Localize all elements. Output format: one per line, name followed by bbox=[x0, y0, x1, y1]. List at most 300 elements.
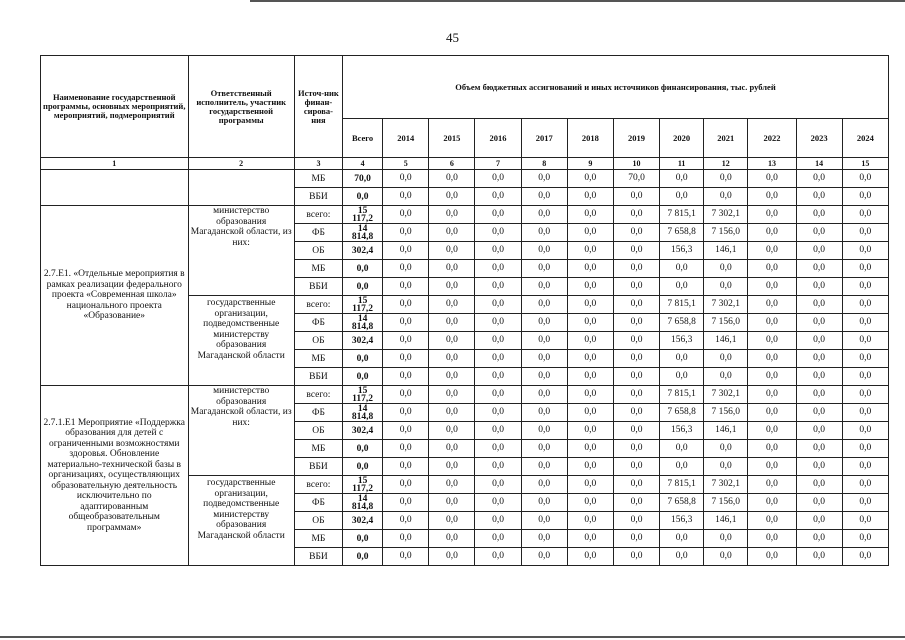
funding-source: всего: bbox=[294, 476, 342, 494]
year-value: 0,0 bbox=[521, 224, 567, 242]
funding-source: ФБ bbox=[294, 224, 342, 242]
year-value: 0,0 bbox=[429, 368, 475, 386]
year-value: 0,0 bbox=[567, 188, 613, 206]
year-value: 0,0 bbox=[521, 404, 567, 422]
year-value: 7 815,1 bbox=[660, 476, 704, 494]
funding-source: ФБ bbox=[294, 404, 342, 422]
year-value: 0,0 bbox=[475, 260, 521, 278]
header-year: 2023 bbox=[796, 119, 842, 158]
year-value: 0,0 bbox=[613, 476, 659, 494]
funding-source: ОБ bbox=[294, 332, 342, 350]
year-value: 0,0 bbox=[842, 332, 888, 350]
year-value: 0,0 bbox=[567, 224, 613, 242]
year-value: 0,0 bbox=[567, 368, 613, 386]
funding-source: ОБ bbox=[294, 422, 342, 440]
total-value: 302,4 bbox=[343, 422, 383, 440]
year-value: 0,0 bbox=[796, 548, 842, 566]
year-value: 0,0 bbox=[475, 440, 521, 458]
year-value: 0,0 bbox=[842, 278, 888, 296]
year-value: 0,0 bbox=[521, 458, 567, 476]
year-value: 0,0 bbox=[748, 278, 796, 296]
year-value: 0,0 bbox=[521, 242, 567, 260]
year-value: 7 302,1 bbox=[704, 296, 748, 314]
total-value-line: 15 bbox=[357, 205, 368, 216]
year-value: 0,0 bbox=[842, 296, 888, 314]
year-value: 0,0 bbox=[748, 206, 796, 224]
year-value: 156,3 bbox=[660, 512, 704, 530]
year-value: 0,0 bbox=[613, 314, 659, 332]
year-value: 0,0 bbox=[613, 404, 659, 422]
year-value: 0,0 bbox=[842, 206, 888, 224]
funding-source: ФБ bbox=[294, 314, 342, 332]
funding-source: ВБИ bbox=[294, 548, 342, 566]
funding-source: МБ bbox=[294, 260, 342, 278]
year-value: 0,0 bbox=[748, 548, 796, 566]
total-value: 0,0 bbox=[343, 188, 383, 206]
header-name: Наименование государственной программы, основных мероприятий, мероприятий, подмероприятий bbox=[41, 56, 189, 158]
year-value: 0,0 bbox=[429, 350, 475, 368]
header-year: 2020 bbox=[660, 119, 704, 158]
year-value: 156,3 bbox=[660, 422, 704, 440]
year-value: 0,0 bbox=[383, 494, 429, 512]
year-value: 0,0 bbox=[567, 440, 613, 458]
total-value-line: 14 bbox=[357, 223, 368, 234]
year-value: 0,0 bbox=[796, 404, 842, 422]
year-value: 0,0 bbox=[748, 224, 796, 242]
total-value-line: 14 bbox=[357, 493, 368, 504]
executor-cell bbox=[188, 170, 294, 206]
year-value: 156,3 bbox=[660, 242, 704, 260]
table-body bbox=[41, 170, 889, 566]
executor-cell: министерство образования Магаданской области, из них: bbox=[188, 206, 294, 296]
year-value: 0,0 bbox=[704, 350, 748, 368]
table-row bbox=[41, 386, 889, 404]
total-value bbox=[343, 476, 383, 494]
year-value: 0,0 bbox=[475, 422, 521, 440]
year-value: 0,0 bbox=[748, 368, 796, 386]
year-value: 0,0 bbox=[383, 278, 429, 296]
funding-source: всего: bbox=[294, 386, 342, 404]
year-value: 0,0 bbox=[383, 512, 429, 530]
year-value: 0,0 bbox=[613, 278, 659, 296]
year-value: 0,0 bbox=[613, 440, 659, 458]
column-number: 9 bbox=[567, 158, 613, 170]
column-number: 11 bbox=[660, 158, 704, 170]
year-value: 0,0 bbox=[613, 188, 659, 206]
total-value-line: 814,8 bbox=[351, 501, 374, 512]
year-value: 0,0 bbox=[475, 314, 521, 332]
total-value-line: 814,8 bbox=[351, 321, 374, 332]
table-row bbox=[41, 170, 889, 188]
year-value: 0,0 bbox=[796, 476, 842, 494]
total-value-line: 814,8 bbox=[351, 411, 374, 422]
year-value: 0,0 bbox=[567, 314, 613, 332]
year-value: 0,0 bbox=[567, 170, 613, 188]
year-value: 7 302,1 bbox=[704, 206, 748, 224]
year-value: 0,0 bbox=[704, 368, 748, 386]
year-value: 0,0 bbox=[429, 314, 475, 332]
year-value: 0,0 bbox=[521, 260, 567, 278]
year-value: 0,0 bbox=[567, 278, 613, 296]
year-value: 0,0 bbox=[660, 350, 704, 368]
header-year: 2014 bbox=[383, 119, 429, 158]
year-value: 0,0 bbox=[796, 314, 842, 332]
year-value: 0,0 bbox=[613, 530, 659, 548]
header-volume: Объем бюджетных ассигнований и иных источников финансирования, тыс. рублей bbox=[343, 56, 889, 119]
year-value: 0,0 bbox=[475, 458, 521, 476]
column-number: 10 bbox=[613, 158, 659, 170]
funding-source: ВБИ bbox=[294, 278, 342, 296]
header-year: 2016 bbox=[475, 119, 521, 158]
year-value: 0,0 bbox=[567, 530, 613, 548]
year-value: 0,0 bbox=[796, 458, 842, 476]
year-value: 0,0 bbox=[613, 386, 659, 404]
year-value: 0,0 bbox=[842, 368, 888, 386]
year-value: 0,0 bbox=[842, 242, 888, 260]
year-value: 0,0 bbox=[660, 440, 704, 458]
year-value: 0,0 bbox=[748, 494, 796, 512]
total-value: 302,4 bbox=[343, 332, 383, 350]
year-value: 0,0 bbox=[383, 170, 429, 188]
total-value-line: 15 bbox=[357, 385, 368, 396]
total-value bbox=[343, 386, 383, 404]
year-value: 0,0 bbox=[475, 170, 521, 188]
year-value: 0,0 bbox=[613, 368, 659, 386]
year-value: 7 658,8 bbox=[660, 494, 704, 512]
year-value: 0,0 bbox=[660, 188, 704, 206]
year-value: 0,0 bbox=[613, 242, 659, 260]
year-value: 0,0 bbox=[796, 242, 842, 260]
year-value: 0,0 bbox=[704, 170, 748, 188]
scan-line-top bbox=[250, 0, 905, 2]
year-value: 0,0 bbox=[660, 278, 704, 296]
year-value: 0,0 bbox=[521, 530, 567, 548]
year-value: 7 302,1 bbox=[704, 386, 748, 404]
total-value-line: 117,2 bbox=[352, 303, 373, 314]
year-value: 0,0 bbox=[475, 350, 521, 368]
total-value bbox=[343, 494, 383, 512]
year-value: 0,0 bbox=[613, 224, 659, 242]
year-value: 0,0 bbox=[748, 530, 796, 548]
year-value: 0,0 bbox=[704, 548, 748, 566]
column-number: 6 bbox=[429, 158, 475, 170]
header-row-top bbox=[41, 56, 889, 119]
funding-source: всего: bbox=[294, 296, 342, 314]
year-value: 0,0 bbox=[660, 458, 704, 476]
total-value: 0,0 bbox=[343, 350, 383, 368]
column-number-row bbox=[41, 158, 889, 170]
funding-source: ВБИ bbox=[294, 188, 342, 206]
year-value: 0,0 bbox=[521, 188, 567, 206]
header-source: Источ-ник финан-сирова-ния bbox=[294, 56, 342, 158]
total-value: 302,4 bbox=[343, 512, 383, 530]
year-value: 0,0 bbox=[796, 260, 842, 278]
column-number: 5 bbox=[383, 158, 429, 170]
funding-source: ОБ bbox=[294, 512, 342, 530]
total-value bbox=[343, 206, 383, 224]
header-year: 2024 bbox=[842, 119, 888, 158]
year-value: 0,0 bbox=[475, 386, 521, 404]
year-value: 0,0 bbox=[429, 224, 475, 242]
year-value: 0,0 bbox=[521, 548, 567, 566]
total-value: 0,0 bbox=[343, 260, 383, 278]
year-value: 0,0 bbox=[383, 440, 429, 458]
year-value: 0,0 bbox=[748, 170, 796, 188]
year-value: 0,0 bbox=[475, 242, 521, 260]
year-value: 0,0 bbox=[429, 188, 475, 206]
year-value: 0,0 bbox=[567, 404, 613, 422]
year-value: 0,0 bbox=[429, 260, 475, 278]
total-value: 302,4 bbox=[343, 242, 383, 260]
year-value: 0,0 bbox=[521, 422, 567, 440]
funding-source: МБ bbox=[294, 530, 342, 548]
budget-table bbox=[40, 55, 889, 566]
year-value: 0,0 bbox=[748, 188, 796, 206]
year-value: 0,0 bbox=[796, 296, 842, 314]
year-value: 0,0 bbox=[383, 548, 429, 566]
year-value: 0,0 bbox=[475, 476, 521, 494]
year-value: 0,0 bbox=[567, 512, 613, 530]
year-value: 0,0 bbox=[383, 188, 429, 206]
year-value: 0,0 bbox=[567, 422, 613, 440]
year-value: 0,0 bbox=[429, 530, 475, 548]
year-value: 0,0 bbox=[429, 422, 475, 440]
year-value: 0,0 bbox=[475, 206, 521, 224]
total-value-line: 14 bbox=[357, 403, 368, 414]
year-value: 7 815,1 bbox=[660, 386, 704, 404]
program-name-cell: 2.7.1.Е1 Мероприятие «Поддержка образования для детей с ограниченными возможностями здоровья. Обновление материально-технической базы в организациях, осуществляющих образовательную деятельность исключительно по адаптированным общеобразовательным программам» bbox=[41, 386, 189, 566]
year-value: 0,0 bbox=[567, 260, 613, 278]
year-value: 0,0 bbox=[521, 476, 567, 494]
year-value: 0,0 bbox=[842, 440, 888, 458]
total-value: 0,0 bbox=[343, 368, 383, 386]
year-value: 0,0 bbox=[383, 260, 429, 278]
year-value: 0,0 bbox=[429, 206, 475, 224]
year-value: 0,0 bbox=[842, 404, 888, 422]
year-value: 0,0 bbox=[383, 206, 429, 224]
year-value: 0,0 bbox=[704, 440, 748, 458]
year-value: 0,0 bbox=[704, 188, 748, 206]
year-value: 0,0 bbox=[475, 404, 521, 422]
year-value: 0,0 bbox=[383, 404, 429, 422]
year-value: 0,0 bbox=[748, 260, 796, 278]
year-value: 0,0 bbox=[842, 494, 888, 512]
year-value: 0,0 bbox=[748, 458, 796, 476]
year-value: 0,0 bbox=[613, 206, 659, 224]
year-value: 0,0 bbox=[429, 494, 475, 512]
year-value: 7 156,0 bbox=[704, 494, 748, 512]
funding-source: ВБИ bbox=[294, 458, 342, 476]
year-value: 0,0 bbox=[842, 224, 888, 242]
year-value: 0,0 bbox=[613, 422, 659, 440]
year-value: 0,0 bbox=[383, 368, 429, 386]
year-value: 0,0 bbox=[521, 314, 567, 332]
year-value: 0,0 bbox=[475, 278, 521, 296]
total-value: 0,0 bbox=[343, 548, 383, 566]
year-value: 0,0 bbox=[475, 188, 521, 206]
year-value: 70,0 bbox=[613, 170, 659, 188]
total-value bbox=[343, 224, 383, 242]
year-value: 0,0 bbox=[842, 350, 888, 368]
total-value-line: 14 bbox=[357, 313, 368, 324]
year-value: 0,0 bbox=[567, 350, 613, 368]
year-value: 0,0 bbox=[383, 386, 429, 404]
executor-cell: государственные организации, подведомственные министерству образования Магаданской области bbox=[188, 296, 294, 386]
year-value: 7 815,1 bbox=[660, 206, 704, 224]
year-value: 0,0 bbox=[796, 350, 842, 368]
table-row bbox=[41, 206, 889, 224]
year-value: 0,0 bbox=[383, 314, 429, 332]
year-value: 0,0 bbox=[842, 548, 888, 566]
year-value: 0,0 bbox=[613, 458, 659, 476]
year-value: 7 815,1 bbox=[660, 296, 704, 314]
total-value bbox=[343, 314, 383, 332]
column-number: 1 bbox=[41, 158, 189, 170]
year-value: 0,0 bbox=[521, 440, 567, 458]
year-value: 0,0 bbox=[660, 530, 704, 548]
year-value: 0,0 bbox=[429, 440, 475, 458]
year-value: 0,0 bbox=[383, 224, 429, 242]
total-value-line: 117,2 bbox=[352, 393, 373, 404]
year-value: 0,0 bbox=[521, 296, 567, 314]
year-value: 0,0 bbox=[429, 296, 475, 314]
year-value: 0,0 bbox=[613, 296, 659, 314]
funding-source: МБ bbox=[294, 350, 342, 368]
year-value: 0,0 bbox=[748, 242, 796, 260]
year-value: 0,0 bbox=[521, 206, 567, 224]
year-value: 0,0 bbox=[521, 512, 567, 530]
year-value: 0,0 bbox=[748, 422, 796, 440]
year-value: 0,0 bbox=[660, 368, 704, 386]
total-value-line: 15 bbox=[357, 475, 368, 486]
year-value: 0,0 bbox=[521, 278, 567, 296]
year-value: 0,0 bbox=[475, 512, 521, 530]
year-value: 0,0 bbox=[475, 494, 521, 512]
total-value: 0,0 bbox=[343, 440, 383, 458]
year-value: 0,0 bbox=[521, 350, 567, 368]
column-number: 13 bbox=[748, 158, 796, 170]
year-value: 146,1 bbox=[704, 422, 748, 440]
year-value: 7 156,0 bbox=[704, 224, 748, 242]
program-name-cell: 2.7.Е1. «Отдельные мероприятия в рамках реализации федерального проекта «Современная школа» национального проекта «Образование» bbox=[41, 206, 189, 386]
header-year: 2021 bbox=[704, 119, 748, 158]
year-value: 146,1 bbox=[704, 512, 748, 530]
year-value: 0,0 bbox=[567, 242, 613, 260]
year-value: 0,0 bbox=[748, 296, 796, 314]
header-year: 2022 bbox=[748, 119, 796, 158]
year-value: 7 156,0 bbox=[704, 314, 748, 332]
year-value: 0,0 bbox=[429, 170, 475, 188]
page-number: 45 bbox=[446, 30, 459, 45]
year-value: 0,0 bbox=[796, 224, 842, 242]
year-value: 0,0 bbox=[660, 260, 704, 278]
header-executor: Ответственный исполнитель, участник государственной программы bbox=[188, 56, 294, 158]
header-total: Всего bbox=[343, 119, 383, 158]
year-value: 0,0 bbox=[429, 548, 475, 566]
year-value: 7 658,8 bbox=[660, 224, 704, 242]
year-value: 0,0 bbox=[748, 386, 796, 404]
program-name-cell bbox=[41, 170, 189, 206]
year-value: 0,0 bbox=[842, 512, 888, 530]
year-value: 0,0 bbox=[613, 260, 659, 278]
year-value: 0,0 bbox=[842, 188, 888, 206]
year-value: 156,3 bbox=[660, 332, 704, 350]
year-value: 0,0 bbox=[704, 530, 748, 548]
year-value: 0,0 bbox=[475, 530, 521, 548]
year-value: 0,0 bbox=[704, 458, 748, 476]
year-value: 0,0 bbox=[842, 386, 888, 404]
year-value: 0,0 bbox=[429, 512, 475, 530]
year-value: 0,0 bbox=[796, 422, 842, 440]
year-value: 0,0 bbox=[429, 458, 475, 476]
year-value: 0,0 bbox=[383, 458, 429, 476]
year-value: 0,0 bbox=[429, 242, 475, 260]
year-value: 0,0 bbox=[521, 386, 567, 404]
header-year: 2015 bbox=[429, 119, 475, 158]
year-value: 0,0 bbox=[796, 188, 842, 206]
year-value: 0,0 bbox=[383, 332, 429, 350]
year-value: 0,0 bbox=[748, 332, 796, 350]
total-value-line: 15 bbox=[357, 295, 368, 306]
column-number: 15 bbox=[842, 158, 888, 170]
funding-source: МБ bbox=[294, 170, 342, 188]
year-value: 0,0 bbox=[796, 386, 842, 404]
year-value: 0,0 bbox=[613, 548, 659, 566]
year-value: 0,0 bbox=[796, 332, 842, 350]
year-value: 0,0 bbox=[567, 476, 613, 494]
year-value: 0,0 bbox=[842, 422, 888, 440]
year-value: 0,0 bbox=[748, 476, 796, 494]
year-value: 0,0 bbox=[521, 332, 567, 350]
year-value: 0,0 bbox=[613, 350, 659, 368]
header-year: 2019 bbox=[613, 119, 659, 158]
year-value: 0,0 bbox=[567, 386, 613, 404]
year-value: 0,0 bbox=[383, 242, 429, 260]
total-value-line: 814,8 bbox=[351, 231, 374, 242]
funding-source: ВБИ bbox=[294, 368, 342, 386]
year-value: 0,0 bbox=[842, 260, 888, 278]
year-value: 146,1 bbox=[704, 332, 748, 350]
year-value: 0,0 bbox=[567, 548, 613, 566]
total-value: 70,0 bbox=[343, 170, 383, 188]
year-value: 0,0 bbox=[842, 314, 888, 332]
executor-cell: министерство образования Магаданской области, из них: bbox=[188, 386, 294, 476]
year-value: 0,0 bbox=[475, 548, 521, 566]
column-number: 4 bbox=[343, 158, 383, 170]
column-number: 14 bbox=[796, 158, 842, 170]
total-value bbox=[343, 404, 383, 422]
year-value: 0,0 bbox=[842, 530, 888, 548]
year-value: 0,0 bbox=[567, 296, 613, 314]
year-value: 0,0 bbox=[383, 530, 429, 548]
year-value: 0,0 bbox=[383, 296, 429, 314]
funding-source: ОБ bbox=[294, 242, 342, 260]
year-value: 0,0 bbox=[660, 170, 704, 188]
year-value: 0,0 bbox=[475, 224, 521, 242]
year-value: 0,0 bbox=[796, 170, 842, 188]
funding-source: ФБ bbox=[294, 494, 342, 512]
year-value: 0,0 bbox=[704, 278, 748, 296]
header-year: 2017 bbox=[521, 119, 567, 158]
year-value: 0,0 bbox=[748, 404, 796, 422]
year-value: 0,0 bbox=[475, 296, 521, 314]
year-value: 0,0 bbox=[796, 368, 842, 386]
year-value: 7 658,8 bbox=[660, 314, 704, 332]
year-value: 0,0 bbox=[613, 494, 659, 512]
year-value: 0,0 bbox=[660, 548, 704, 566]
year-value: 0,0 bbox=[567, 332, 613, 350]
funding-source: всего: bbox=[294, 206, 342, 224]
